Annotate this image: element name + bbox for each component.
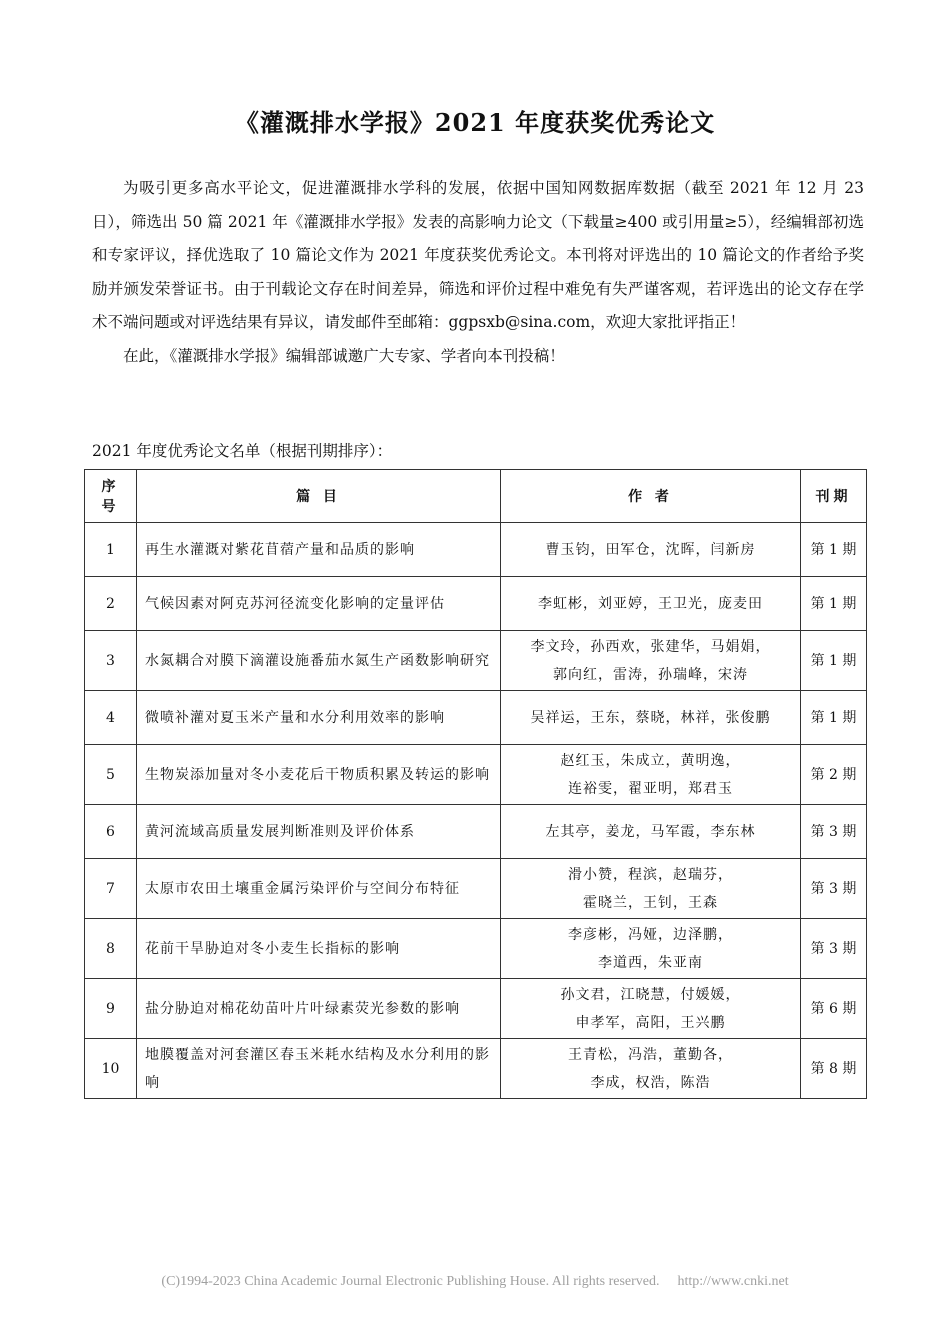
- row-authors: [501, 979, 801, 1039]
- row-no: 5: [85, 745, 137, 805]
- row-title: 水氮耦合对膜下滴灌设施番茄水氮生产函数影响研究: [137, 631, 501, 691]
- row-authors: [501, 919, 801, 979]
- authors-line: 李彦彬，冯娅，边泽鹏，: [568, 926, 733, 943]
- award-table: [84, 469, 867, 1099]
- row-title: 气候因素对阿克苏河径流变化影响的定量评估: [137, 577, 501, 631]
- header-issue: 刊期: [801, 470, 867, 523]
- intro-text: [92, 172, 864, 373]
- row-authors: [501, 631, 801, 691]
- row-title: 黄河流域高质量发展判断准则及评价体系: [137, 805, 501, 859]
- authors-line: 滑小赞，程滨，赵瑞芬，: [568, 866, 733, 883]
- row-title: 微喷补灌对夏玉米产量和水分利用效率的影响: [137, 691, 501, 745]
- row-no: 8: [85, 919, 137, 979]
- header-authors: 作 者: [501, 470, 801, 523]
- row-authors: [501, 691, 801, 745]
- table-row: [85, 577, 867, 631]
- authors-line: 李文玲，孙西欢，张建华，马娟娟，: [530, 638, 771, 655]
- authors-line: 吴祥运，王东，蔡晓，林祥，张俊鹏: [530, 709, 771, 726]
- row-no: 3: [85, 631, 137, 691]
- row-no: 4: [85, 691, 137, 745]
- row-authors: [501, 745, 801, 805]
- row-issue: 第 2 期: [801, 745, 867, 805]
- authors-line: 孙文君，江晓慧，付媛媛，: [560, 986, 741, 1003]
- row-issue: 第 1 期: [801, 523, 867, 577]
- cnki-link[interactable]: http://www.cnki.net: [677, 1274, 789, 1289]
- row-authors: [501, 805, 801, 859]
- row-no: 6: [85, 805, 137, 859]
- authors-line: 连裕雯，翟亚明，郑君玉: [568, 780, 733, 797]
- authors-line: 赵红玉，朱成立，黄明逸，: [560, 752, 741, 769]
- authors-line: 霍晓兰，王钊，王森: [583, 894, 718, 911]
- row-issue: 第 3 期: [801, 919, 867, 979]
- table-row: [85, 979, 867, 1039]
- authors-line: 郭向红，雷涛，孙瑞峰，宋涛: [553, 666, 748, 683]
- row-issue: 第 1 期: [801, 631, 867, 691]
- authors-line: 左其亭，姜龙，马军霞，李东林: [545, 823, 756, 840]
- row-authors: [501, 577, 801, 631]
- authors-line: 王青松，冯浩，董勤各，: [568, 1046, 733, 1063]
- row-title: 生物炭添加量对冬小麦花后干物质积累及转运的影响: [137, 745, 501, 805]
- table-row: [85, 691, 867, 745]
- table-row: [85, 919, 867, 979]
- authors-line: 李虹彬，刘亚婷，王卫光，庞麦田: [538, 595, 763, 612]
- authors-line: 李成，权浩，陈浩: [590, 1074, 711, 1091]
- row-no: 10: [85, 1039, 137, 1099]
- page-title: 《灌溉排水学报》2021 年度获奖优秀论文: [234, 108, 716, 137]
- row-no: 7: [85, 859, 137, 919]
- table-row: [85, 859, 867, 919]
- table-row: [85, 805, 867, 859]
- row-authors: [501, 523, 801, 577]
- row-no: 2: [85, 577, 137, 631]
- table-row: [85, 631, 867, 691]
- row-title: 再生水灌溉对紫花苜蓿产量和品质的影响: [137, 523, 501, 577]
- table-row: [85, 523, 867, 577]
- invitation-paragraph: 在此，《灌溉排水学报》编辑部诚邀广大专家、学者向本刊投稿！: [123, 346, 565, 365]
- header-no: 序号: [85, 470, 137, 523]
- copyright-text: (C)1994-2023 China Academic Journal Electronic Publishing House. All rights reserved.: [161, 1274, 660, 1289]
- authors-line: 申孝军，高阳，王兴鹏: [575, 1014, 726, 1031]
- table-header-row: [85, 470, 867, 523]
- copyright-footer: [0, 1274, 950, 1290]
- row-issue: 第 3 期: [801, 805, 867, 859]
- row-issue: 第 1 期: [801, 577, 867, 631]
- row-issue: 第 8 期: [801, 1039, 867, 1099]
- row-no: 9: [85, 979, 137, 1039]
- row-issue: 第 6 期: [801, 979, 867, 1039]
- authors-line: 曹玉钧，田军仓，沈晖，闫新房: [545, 541, 756, 558]
- list-heading: 2021 年度优秀论文名单（根据刊期排序）：: [92, 442, 393, 460]
- row-issue: 第 3 期: [801, 859, 867, 919]
- row-title: 太原市农田土壤重金属污染评价与空间分布特征: [137, 859, 501, 919]
- row-title: 盐分胁迫对棉花幼苗叶片叶绿素荧光参数的影响: [137, 979, 501, 1039]
- row-authors: [501, 859, 801, 919]
- row-issue: 第 1 期: [801, 691, 867, 745]
- row-no: 1: [85, 523, 137, 577]
- table-row: [85, 745, 867, 805]
- intro-paragraph: 为吸引更多高水平论文，促进灌溉排水学科的发展，依据中国知网数据库数据（截至 2021 年 12 月 23 日），筛选出 50 篇 2021 年《灌溉排水学报》发表的高影响力论文（下载量≥400 或引用量≥5），经编辑部初选和专家评议，择优选取了 10 篇论文作为 2021 年度获奖优秀论文。本刊将对评选出的 10 篇论文的作者给予奖励并颁发荣誉证书。由于刊载论文存在时间差异，筛选和评价过程中难免有失严谨客观，若评选出的论文存在学术不端问题或对评选结果有异议，请发邮件至邮箱：ggpsxb@sina.com，欢迎大家批评指正！: [92, 179, 864, 331]
- header-title: 篇 目: [137, 470, 501, 523]
- table-row: [85, 1039, 867, 1099]
- row-title: 花前干旱胁迫对冬小麦生长指标的影响: [137, 919, 501, 979]
- row-authors: [501, 1039, 801, 1099]
- row-title: 地膜覆盖对河套灌区春玉米耗水结构及水分利用的影响: [137, 1039, 501, 1099]
- authors-line: 李道西，朱亚南: [598, 954, 703, 971]
